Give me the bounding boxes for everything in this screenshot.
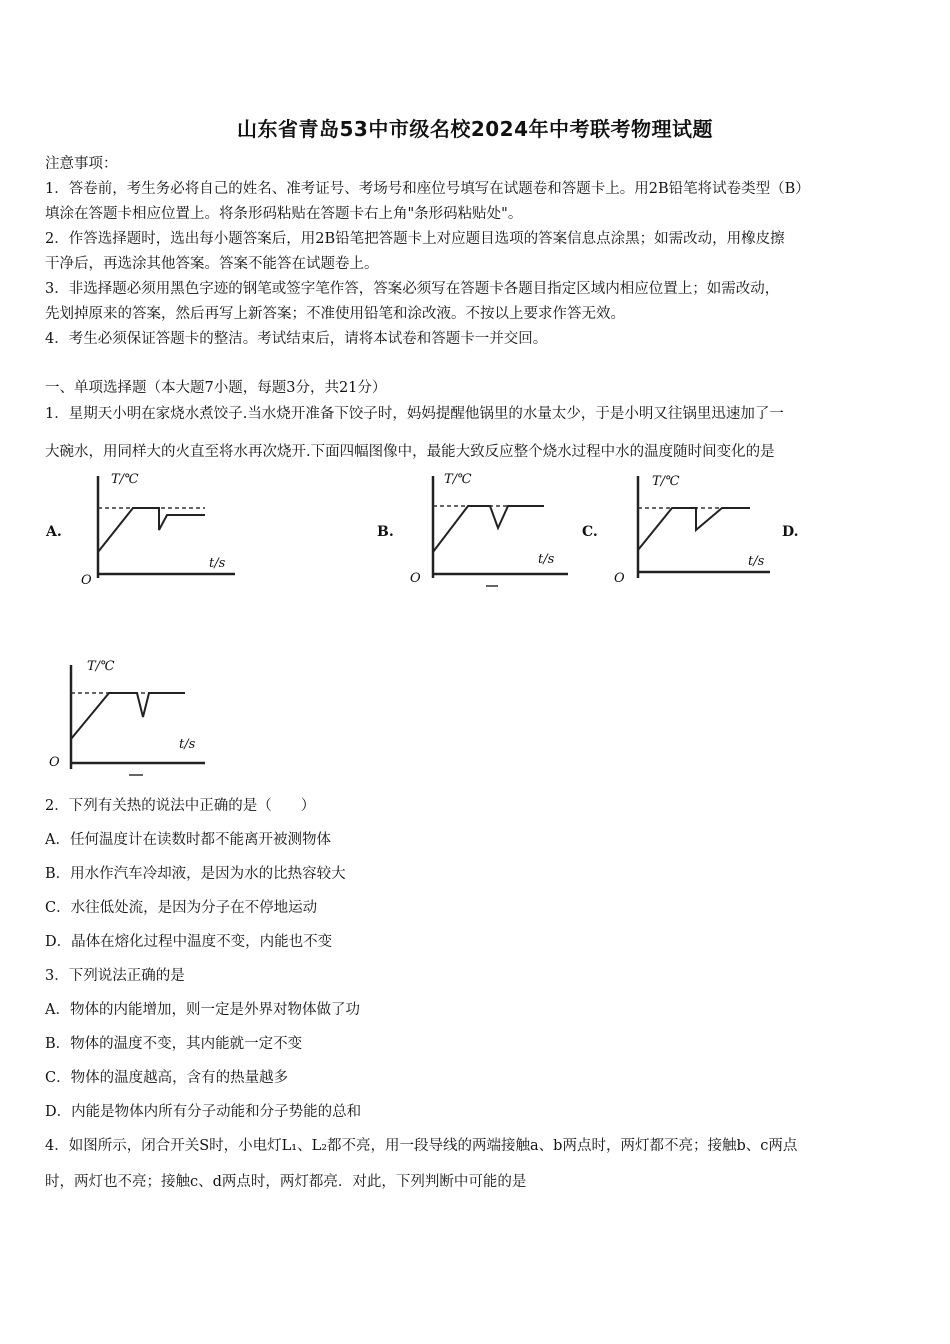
q2-stem: 2．下列有关热的说法中正确的是（ ） (45, 798, 316, 814)
graph-c-origin: O (614, 571, 625, 586)
notes-line: 3．非选择题必须用黑色字迹的钢笔或签字笔作答，答案必须写在答题卡各题目指定区域内相应位置上；如需改动， (45, 281, 780, 297)
notes-line: 先划掉原来的答案，然后再写上新答案；不准使用铅笔和涂改液。不按以上要求作答无效。 (45, 306, 625, 322)
q4-stem-line2: 时，两灯也不亮；接触c、d两点时，两灯都亮．对此，下列判断中可能的是 (45, 1174, 527, 1190)
q3-option: A．物体的内能增加，则一定是外界对物体做了功 (45, 1002, 360, 1018)
notes-line: 填涂在答题卡相应位置上。将条形码粘贴在答题卡右上角"条形码粘贴处"。 (45, 206, 523, 222)
notes-line: 干净后，再选涂其他答案。答案不能答在试题卷上。 (45, 256, 379, 272)
q1-option-c-label: C. (582, 524, 598, 540)
q3-option: D．内能是物体内所有分子动能和分子势能的总和 (45, 1104, 362, 1120)
graph-a (75, 470, 245, 590)
section-heading: 一、单项选择题（本大题7小题，每题3分，共21分） (45, 380, 387, 396)
notes-heading: 注意事项： (45, 156, 118, 172)
graph-b-x-label: t/s (538, 552, 555, 567)
graph-d (45, 657, 215, 782)
notes-line: 1．答卷前，考生务必将自己的姓名、准考证号、考场号和座位号填写在试题卷和答题卡上。用2B铅笔将试卷类型（B） (45, 181, 810, 197)
q3-stem: 3．下列说法正确的是 (45, 968, 185, 984)
graph-a-origin: O (81, 573, 92, 588)
graph-a-x-label: t/s (209, 556, 226, 571)
q3-option: B．物体的温度不变，其内能就一定不变 (45, 1036, 303, 1052)
graph-b-origin: O (410, 571, 421, 586)
graph-d-x-label: t/s (179, 737, 196, 752)
graph-c (610, 470, 780, 590)
notes-line: 2．作答选择题时，选出每小题答案后，用2B铅笔把答题卡上对应题目选项的答案信息点涂黑；如需改动，用橡皮擦 (45, 231, 785, 247)
q2-option: B．用水作汽车冷却液，是因为水的比热容较大 (45, 866, 346, 882)
q4-stem-line1: 4．如图所示，闭合开关S时，小电灯L₁、L₂都不亮，用一段导线的两端接触a、b两点时，两灯都不亮；接触b、c两点 (45, 1138, 798, 1154)
q1-stem-line2: 大碗水，用同样大的火直至将水再次烧开.下面四幅图像中，最能大致反应整个烧水过程中水的温度随时间变化的是 (45, 444, 775, 460)
graph-c-x-label: t/s (748, 554, 765, 569)
q2-option: D．晶体在熔化过程中温度不变，内能也不变 (45, 934, 333, 950)
graph-a-y-label: T/℃ (111, 472, 139, 487)
q1-option-a-label: A. (46, 524, 62, 540)
q1-option-b-label: B. (377, 524, 394, 540)
graph-d-origin: O (49, 755, 60, 770)
q2-option: A．任何温度计在读数时都不能离开被测物体 (45, 832, 331, 848)
notes-line: 4．考生必须保证答题卡的整洁。考试结束后，请将本试卷和答题卡一并交回。 (45, 331, 548, 347)
q1-option-d-label: D. (782, 524, 799, 540)
q3-option: C．物体的温度越高，含有的热量越多 (45, 1070, 289, 1086)
graph-b (408, 470, 578, 590)
graph-c-y-label: T/℃ (652, 474, 680, 489)
graph-d-y-label: T/℃ (87, 659, 115, 674)
q1-stem-line1: 1．星期天小明在家烧水煮饺子.当水烧开准备下饺子时，妈妈提醒他锅里的水量太少，于是小明又往锅里迅速加了一 (45, 406, 784, 422)
q2-option: C．水往低处流，是因为分子在不停地运动 (45, 900, 318, 916)
graph-b-y-label: T/℃ (444, 472, 472, 487)
page-title: 山东省青岛53中市级名校2024年中考联考物理试题 (237, 117, 713, 141)
